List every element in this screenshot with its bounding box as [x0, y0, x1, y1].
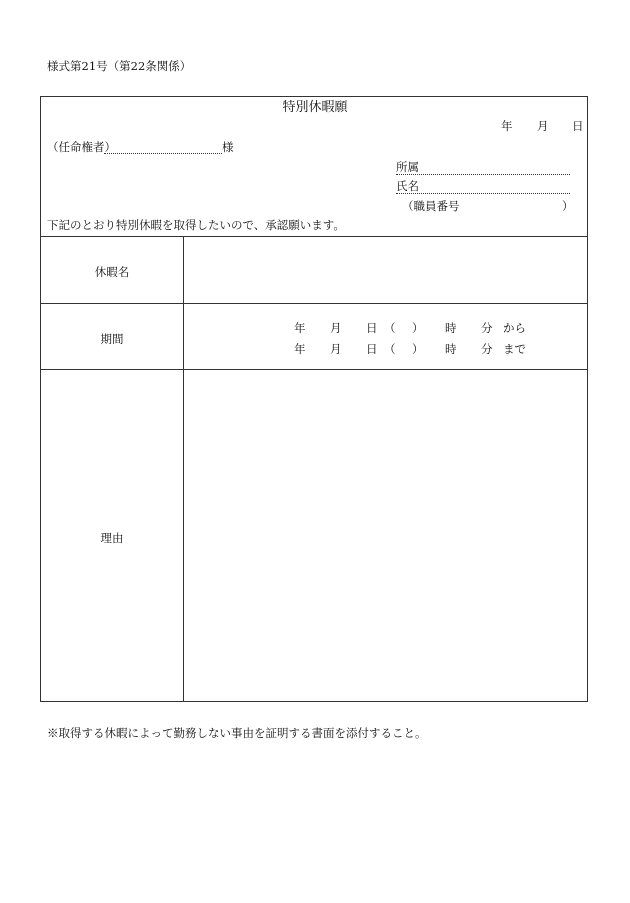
- start-hour-label: 時: [445, 321, 457, 335]
- end-hour-label: 時: [445, 342, 457, 356]
- period-field[interactable]: [185, 305, 587, 368]
- request-statement: 下記のとおり特別休暇を取得したいので、承認願います。: [47, 218, 345, 232]
- end-day-label: 日: [366, 342, 378, 356]
- start-minute-label: 分: [481, 321, 493, 335]
- employee-number-close: ）: [562, 199, 574, 213]
- start-weekday-open: （: [384, 321, 396, 335]
- appointing-authority-field[interactable]: [104, 153, 222, 154]
- start-day-label: 日: [366, 321, 378, 335]
- form-number: 様式第21号（第22条関係）: [47, 59, 192, 73]
- department-label: 所属: [396, 160, 419, 174]
- row-divider-1: [41, 303, 588, 304]
- attachment-note: ※取得する休暇によって勤務しない事由を証明する書面を添付すること。: [47, 726, 427, 740]
- end-weekday-close: ）: [412, 342, 424, 356]
- name-field[interactable]: [396, 193, 570, 194]
- leave-name-label: 休暇名: [94, 265, 130, 279]
- leave-name-field[interactable]: [185, 238, 587, 302]
- start-weekday-close: ）: [412, 321, 424, 335]
- appointing-authority-label: （任命権者）: [47, 140, 116, 154]
- department-field[interactable]: [396, 174, 570, 175]
- document-title: 特別休暇願: [282, 100, 348, 115]
- date-day-label: 日: [572, 119, 584, 133]
- table-top-border: [41, 236, 588, 237]
- end-minute-label: 分: [481, 342, 493, 356]
- date-month-label: 月: [537, 119, 549, 133]
- name-label: 氏名: [396, 179, 419, 193]
- end-month-label: 月: [330, 342, 342, 356]
- employee-number-label: （職員番号: [402, 199, 460, 213]
- period-to-label: まで: [503, 342, 526, 356]
- reason-field[interactable]: [185, 371, 587, 701]
- row-divider-2: [41, 369, 588, 370]
- end-weekday-open: （: [384, 342, 396, 356]
- period-start-row: [0, 320, 630, 334]
- reason-label: 理由: [100, 531, 124, 545]
- start-year-label: 年: [294, 321, 306, 335]
- column-divider: [183, 236, 184, 702]
- period-end-row: [0, 341, 630, 355]
- period-from-label: から: [503, 321, 526, 335]
- start-month-label: 月: [330, 321, 342, 335]
- honorific-label: 様: [222, 140, 234, 154]
- date-year-label: 年: [501, 119, 513, 133]
- period-label: 期間: [100, 332, 124, 346]
- end-year-label: 年: [294, 342, 306, 356]
